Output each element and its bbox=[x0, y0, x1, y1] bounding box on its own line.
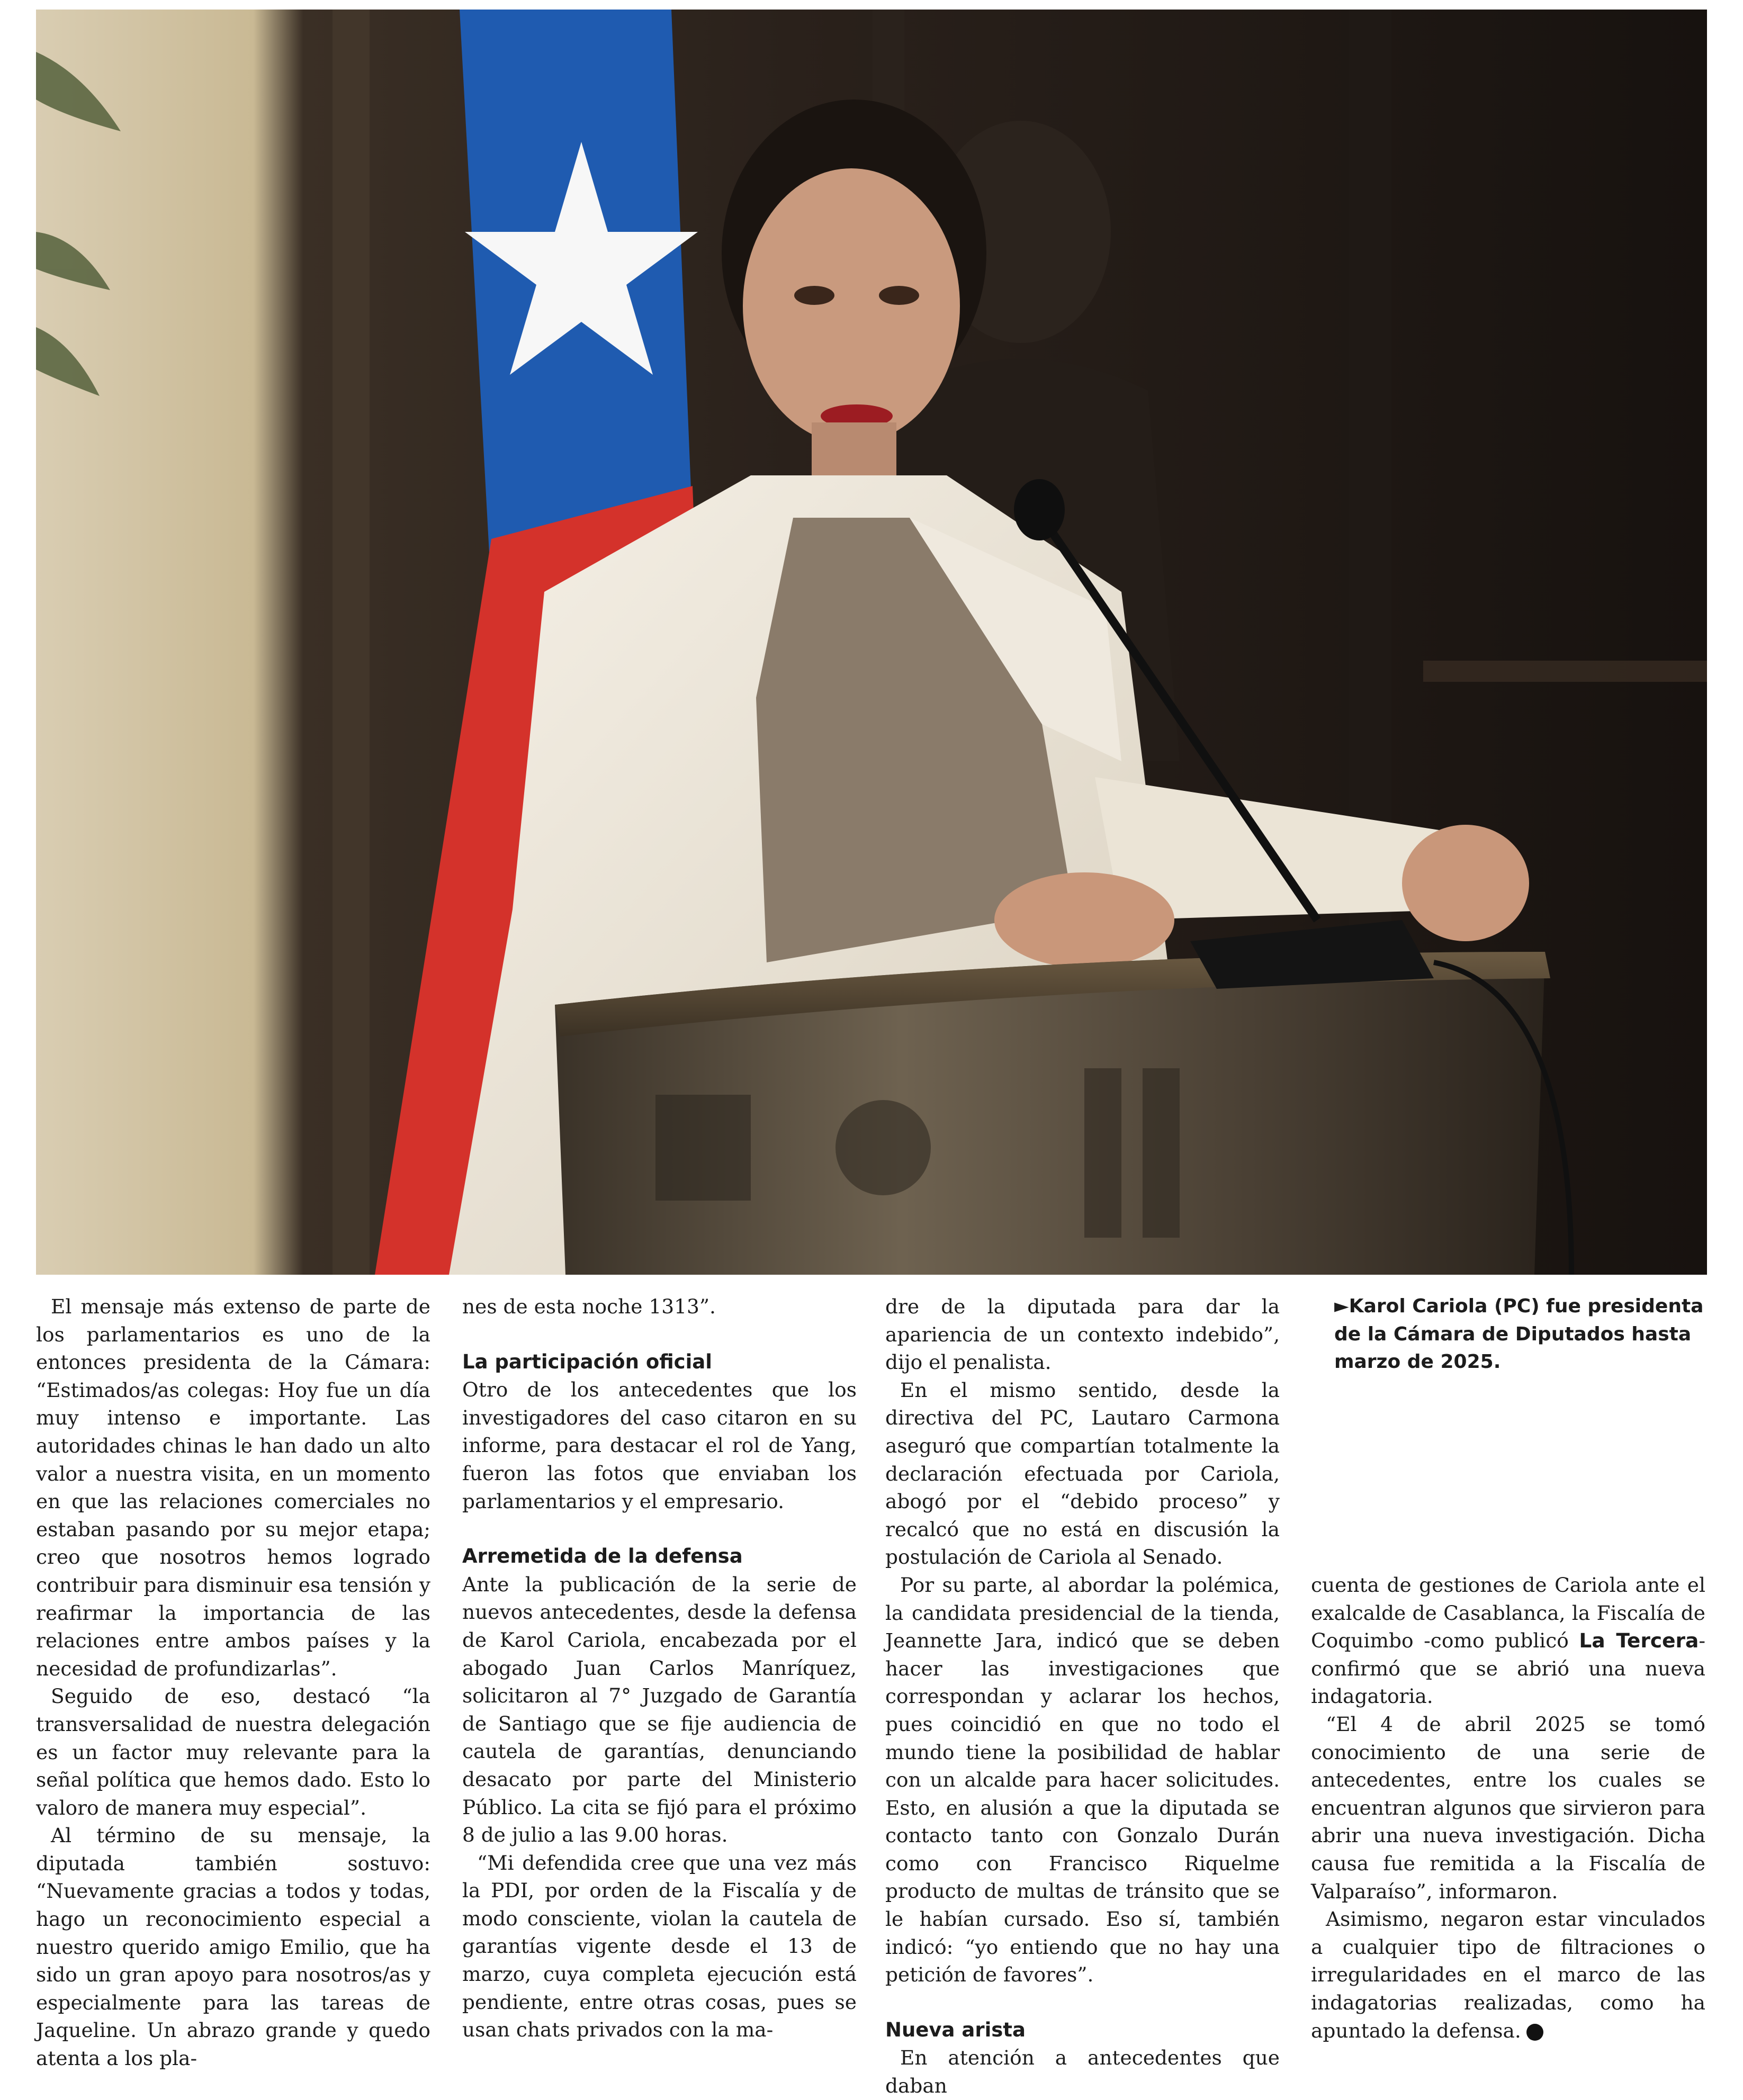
section-heading: La participación oficial bbox=[462, 1350, 712, 1373]
paragraph-text: Asimismo, negaron estar vinculados a cualquier tipo de filtraciones o irregularidades en el marco de las indagatorias realizadas, como ha apuntado la defensa. bbox=[1311, 1907, 1705, 2042]
paragraph: “Mi defendida cree que una vez más la PDI, por orden de la Fiscalía y de modo consciente, violan la cautela de garantías vigente desde el 13 de marzo, cuya completa ejecución está pendiente, entre otras cosas, pues se usan chats privados con la ma- bbox=[462, 1851, 857, 2042]
article-column-2 bbox=[462, 1293, 857, 2044]
article-column-3 bbox=[885, 1293, 1280, 2100]
news-photo bbox=[36, 10, 1707, 1275]
paragraph: Otro de los antecedentes que los investigadores del caso citaron en su informe, para destacar el rol de Yang, fueron las fotos que enviaban los parlamentarios y el empresario. bbox=[462, 1378, 857, 1513]
paragraph bbox=[1311, 1571, 1705, 1710]
paragraph: Ante la publicación de la serie de nuevos antecedentes, desde la defensa de Karol Cariola, encabezada por el abogado Juan Carlos Manríquez, solicitaron al 7° Juzgado de Garantía de Santiago que se fije audiencia de cautela de garantías, denunciando desacato por parte del Ministerio Público. La cita se fijó para el próximo 8 de julio a las 9.00 horas. bbox=[462, 1572, 857, 1847]
paragraph: dre de la diputada para dar la apariencia de un contexto indebido”, dijo el penalista. bbox=[885, 1295, 1280, 1374]
section-heading: Nueva arista bbox=[885, 2018, 1026, 2041]
paragraph: “El 4 de abril 2025 se tomó conocimiento de una serie de antecedentes, entre los cuales se encuentran algunos que sirvieron para abrir una nueva investigación. Dicha causa fue remitida a la Fiscalía de Valparaíso”, informaron. bbox=[1311, 1712, 1705, 1903]
publication-name: La Tercera bbox=[1579, 1629, 1699, 1653]
paragraph: Al término de su mensaje, la diputada también sostuvo: “Nuevamente gracias a todos y todas, hago un reconocimiento especial a nuestro querido amigo Emilio, que ha sido un gran apoyo para nosotros/as y especialmente para las tareas de Jaqueline. Un abrazo grande y quedo atenta a los pla- bbox=[36, 1824, 430, 2070]
photo-caption: ►Karol Cariola (PC) fue presidenta de la Cámara de Diputados hasta marzo de 2025. bbox=[1334, 1295, 1704, 1373]
article-column-4 bbox=[1311, 1571, 1705, 2044]
paragraph-text: cuenta de gestiones de Cariola ante el exalcalde de Casablanca, la Fiscalía de Coquimbo -como publicó bbox=[1311, 1573, 1705, 1653]
end-of-article-icon bbox=[1526, 2024, 1543, 2041]
paragraph: Por su parte, al abordar la polémica, la candidata presidencial de la tienda, Jeannette Jara, indicó que se deben hacer las investigaciones que correspondan y aclarar los hechos, pues coincidió en que no todo el mundo tiene la posibilidad de hablar con un alcalde para hacer solicitudes. Esto, en alusión a que la diputada se contacto tanto con Gonzalo Durán como con Francisco Riquelme producto de multas de tránsito que se le habían cursado. Eso sí, también indicó: “yo entiendo que no hay una petición de favores”. bbox=[885, 1573, 1280, 1987]
paragraph: En el mismo sentido, desde la directiva del PC, Lautaro Carmona aseguró que compartían totalmente la declaración efectuada por Cariola, abogó por el “debido proceso” y recalcó que no está en discusión la postulación de Cariola al Senado. bbox=[885, 1378, 1280, 1569]
paragraph: nes de esta noche 1313”. bbox=[462, 1295, 716, 1318]
paragraph: Seguido de eso, destacó “la transversalidad de nuestra delegación es un factor muy relevante para la señal política que hemos dado. Esto lo valoro de manera muy especial”. bbox=[36, 1684, 430, 1819]
article-column-1 bbox=[36, 1293, 430, 2072]
paragraph: En atención a antecedentes que daban bbox=[885, 2046, 1280, 2098]
paragraph: El mensaje más extenso de parte de los parlamentarios es uno de la entonces presidenta de la Cámara: “Estimados/as colegas: Hoy fue un día muy intenso e importante. Las autoridades chinas le han dado un alto valor a nuestra visita, en un momento en que las relaciones comerciales no estaban pasando por su mejor etapa; creo que nosotros hemos logrado contribuir para disminuir esa tensión y reafirmar la importancia de las relaciones entre ambos países y la necesidad de profundizarlas”. bbox=[36, 1295, 430, 1680]
paragraph bbox=[1311, 1905, 1705, 2044]
section-heading: Arremetida de la defensa bbox=[462, 1545, 743, 1568]
paragraph-text: - confirmó que se abrió una nueva indagatoria. bbox=[1311, 1629, 1705, 1708]
